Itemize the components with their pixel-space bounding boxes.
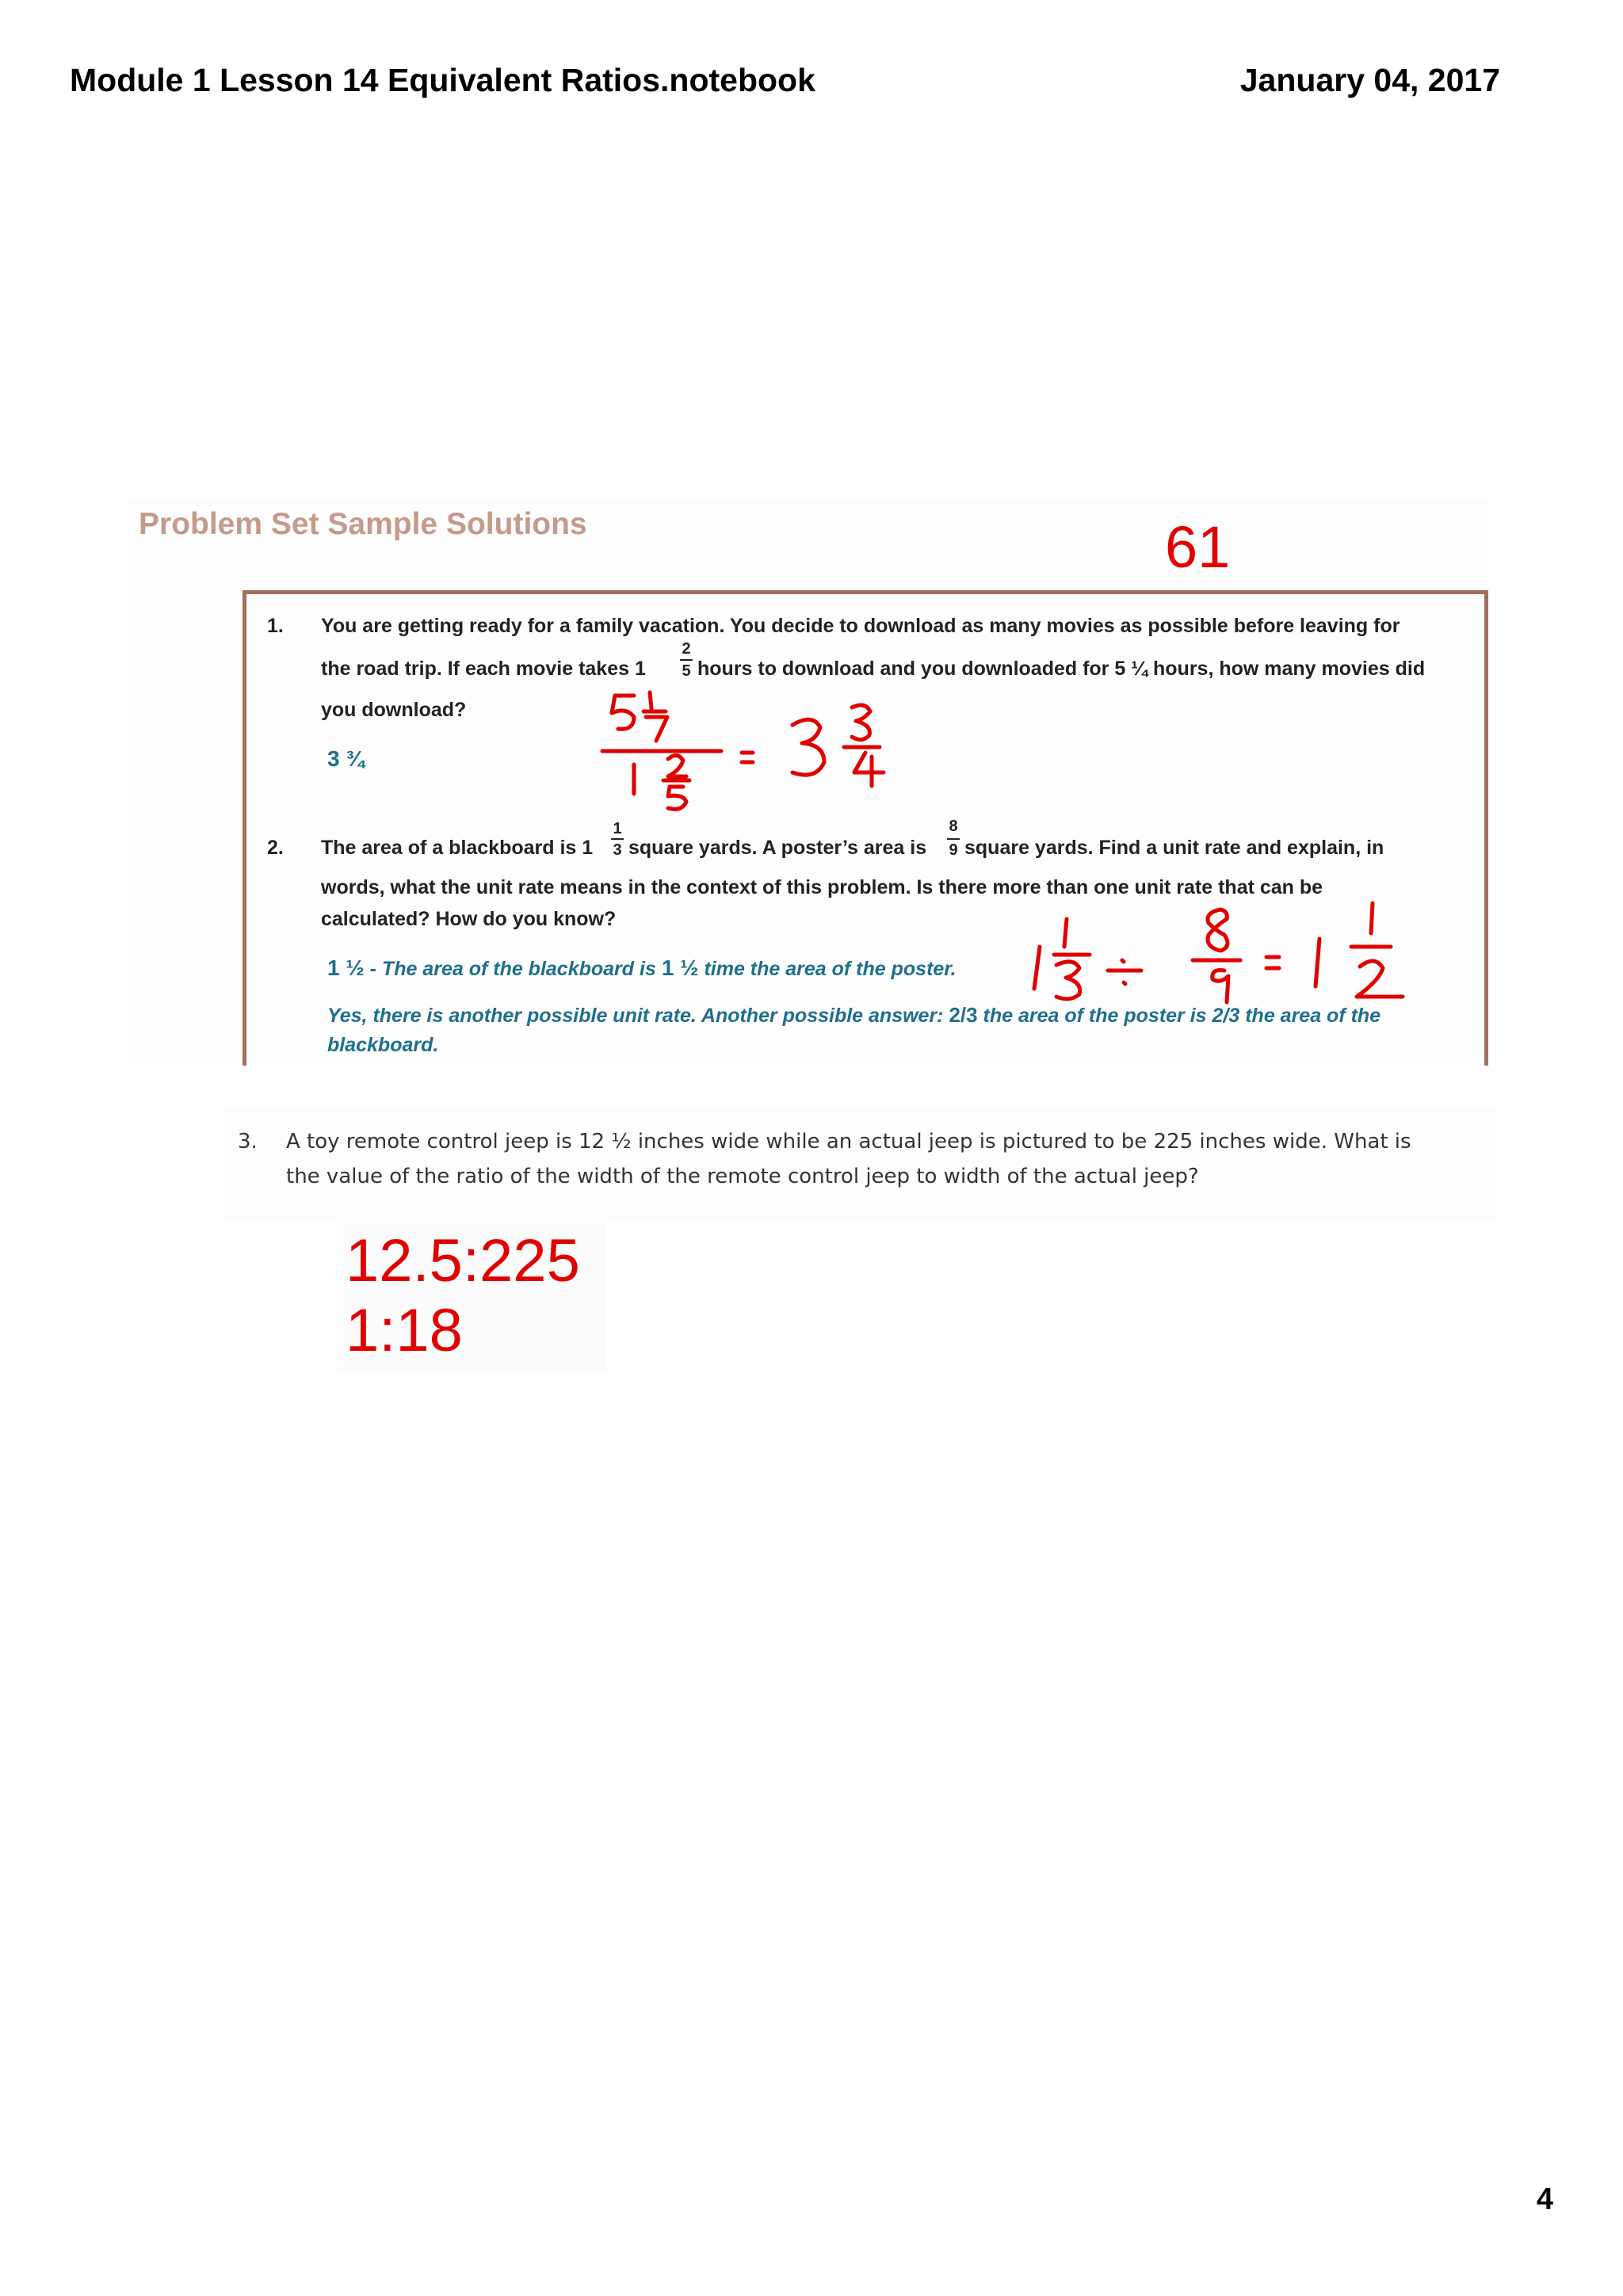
problem-2-line-1b: square yards. A poster’s area is bbox=[628, 837, 927, 859]
problem-3-line-2: the value of the ratio of the width of the remote control jeep to width of the actual jeep? bbox=[286, 1165, 1199, 1188]
problem-2-answer-2-text-a: Yes, there is another possible unit rate. Another possible answer: bbox=[327, 1005, 949, 1027]
problem-1-frac-num: 2 bbox=[682, 640, 691, 658]
problem-2-answer-1-value: 1 ½ bbox=[327, 955, 365, 980]
problem-1-number: 1. bbox=[267, 615, 284, 637]
problem-3-work-line-1: 12.5:225 bbox=[346, 1227, 580, 1295]
problem-2-line-1c: square yards. Find a unit rate and explain, in bbox=[964, 837, 1384, 859]
problem-2-frac2-den: 9 bbox=[949, 841, 958, 859]
problem-1-line-2a: the road trip. If each movie takes 1 bbox=[321, 658, 646, 680]
problem-3-number: 3. bbox=[238, 1130, 258, 1154]
problem-1-frac-den: 5 bbox=[682, 662, 691, 680]
page-ref-annotation: 61 bbox=[1165, 514, 1231, 580]
page-number: 4 bbox=[1536, 2183, 1553, 2216]
problem-1-answer: 3 ¾ bbox=[327, 746, 365, 771]
section-title: Problem Set Sample Solutions bbox=[139, 507, 587, 541]
problem-2-answer-2-cont: blackboard. bbox=[327, 1034, 439, 1056]
problem-2-answer-1-text-b: time the area of the poster. bbox=[698, 958, 957, 980]
notebook-title: Module 1 Lesson 14 Equivalent Ratios.notebook bbox=[70, 62, 815, 98]
problem-2-answer-1-value-2: 1 ½ bbox=[661, 955, 699, 980]
problem-3-work-line-2: 1:18 bbox=[346, 1297, 463, 1364]
problem-1-line-3: you download? bbox=[321, 699, 467, 721]
problem-2-answer-2-value: 2/3 bbox=[949, 1003, 978, 1027]
problem-1-line-1: You are getting ready for a family vacation. You decide to download as many movies as possible before leaving for bbox=[321, 615, 1400, 637]
problem-1-line-2b: hours to download and you downloaded for 5 ¼ hours, how many movies did bbox=[697, 658, 1426, 680]
problem-2-answer-1-text-a: - The area of the blackboard is bbox=[364, 958, 662, 980]
problem-2-frac1-num: 1 bbox=[613, 820, 622, 837]
problem-3-line-1: A toy remote control jeep is 12 ½ inches wide while an actual jeep is pictured to be 225 inches wide. What is bbox=[286, 1130, 1411, 1154]
problem-2-frac2-num: 8 bbox=[949, 818, 958, 835]
problem-2-number: 2. bbox=[267, 837, 284, 859]
problem-2-answer-2-text-b: the area of the poster is 2/3 the area of the bbox=[977, 1005, 1381, 1027]
problem-2-line-2: words, what the unit rate means in the context of this problem. Is there more than one unit rate that can be bbox=[321, 876, 1323, 898]
problem-2-frac1-den: 3 bbox=[613, 841, 622, 859]
problem-2-line-3: calculated? How do you know? bbox=[321, 908, 617, 930]
handwriting-problem-1 bbox=[602, 692, 884, 809]
page-date: January 04, 2017 bbox=[1239, 62, 1500, 98]
handwriting-problem-2 bbox=[1034, 903, 1403, 1002]
problem-2-line-1a: The area of a blackboard is 1 bbox=[321, 837, 594, 859]
